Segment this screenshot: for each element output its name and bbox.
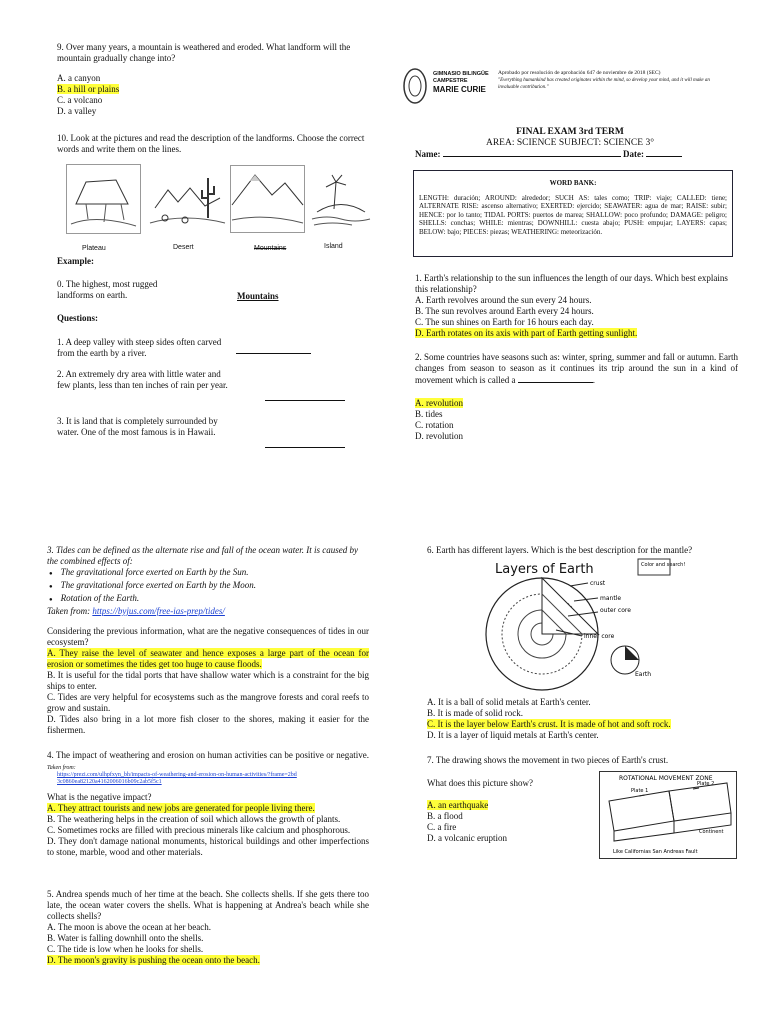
q7-option-b: B. a flood — [427, 811, 463, 821]
q4-source-label: Taken from: — [47, 765, 76, 771]
date-label: Date: — [623, 149, 644, 159]
question-4 — [47, 750, 369, 858]
q3-option-b: B. It is useful for the tidal ports that have shallow water which is a constraint for the big ships to enter. — [47, 670, 369, 691]
label-desert: Desert — [173, 244, 194, 251]
q5-option-b: B. Water is falling downhill onto the shells. — [47, 933, 204, 943]
q10-item-1: 1. A deep valley with steep sides often carved from the earth by a river. — [57, 337, 222, 358]
q2-option-d: D. revolution — [415, 431, 463, 441]
q3-bullet-1: ● The gravitational force exerted on Earth by the Sun. — [47, 567, 369, 580]
q4-option-c: C. Sometimes rocks are filled with precious minerals like calcium and phosphorous. — [47, 825, 351, 835]
q7-option-a: A. an earthquake — [427, 800, 489, 810]
q5-option-c: C. The tide is low when he looks for shells. — [47, 944, 204, 954]
earth-layers-title: Layers of Earth — [495, 562, 594, 577]
q10-text: 10. Look at the pictures and read the description of the landforms. Choose the correct words and write them on the lines. — [57, 133, 365, 154]
q4-option-b: B. The weathering helps in the creation of soil which allows the growth of plants. — [47, 814, 341, 824]
q7-option-c: C. a fire — [427, 822, 457, 832]
approval-note: Aprobado por resolución de aprobación 647 de noviembre de 2018 (SEC) — [498, 70, 661, 76]
continent-label: Continent — [699, 829, 724, 835]
q5-text: 5. Andrea spends much of her time at the beach. She collects shells. If she gets there too late, the ocean water covers the shells. What is happening at Andrea's beach while she collects shells? — [47, 889, 369, 921]
q2-option-b: B. tides — [415, 409, 443, 419]
q3-question: Considering the previous information, what are the negative consequences of tides in our ecosystem? — [47, 626, 369, 647]
layer-label-outer-core: outer core — [600, 607, 631, 614]
q6-options — [427, 697, 737, 741]
q10-item-2: 2. An extremely dry area with little water and few plants, less than ten inches of rain per year. — [57, 369, 228, 390]
color-note: Color and search! — [641, 562, 686, 568]
school-quote: "Everything humankind has created originates within the mind, so develop your mind, and it will make an invaluable contribution." — [498, 78, 710, 90]
fault-diagram — [599, 771, 737, 859]
school-name-line3: MARIE CURIE — [433, 85, 486, 94]
q4-text: 4. The impact of weathering and erosion on human activities can be positive or negative. — [47, 750, 369, 760]
q2-options — [415, 398, 463, 442]
question-5 — [47, 889, 369, 966]
layer-label-inner-core: inner core — [584, 633, 615, 640]
q7-option-d: D. a volcanic eruption — [427, 833, 507, 843]
area-line: AREA: SCIENCE SUBJECT: SCIENCE 3° — [485, 138, 654, 148]
question-9 — [57, 42, 377, 117]
exam-title: FINAL EXAM 3rd TERM — [516, 127, 624, 137]
answer-line-3[interactable] — [265, 439, 345, 448]
question-3 — [47, 545, 369, 736]
desert-illustration — [150, 168, 225, 230]
q6-option-c: C. It is the layer below Earth's crust. It is made of hot and soft rock. — [427, 719, 671, 729]
label-plateau: Plateau — [82, 245, 106, 252]
name-field — [415, 148, 682, 160]
label-mountains: Mountains — [254, 245, 287, 252]
layer-label-mantle: mantle — [600, 595, 622, 602]
mountains-illustration — [230, 165, 305, 233]
layer-label-earth: Earth — [635, 671, 652, 678]
example-heading: Example: — [57, 256, 94, 266]
example-answer: Mountains — [237, 291, 279, 301]
q5-option-a: A. The moon is above the ocean at her beach. — [47, 922, 212, 932]
q1-text: 1. Earth's relationship to the sun influences the length of our days. Which best explains this relationship? — [415, 273, 728, 294]
answer-line-1[interactable] — [236, 345, 311, 354]
q2-text: 2. Some countries have seasons such as: winter, spring, summer and fall or autumn. Earth changes from season to season as it continues its trip around the sun in a kind of movement which is called a — [415, 352, 738, 385]
q3-option-d: D. Tides also bring in a lot more fish closer to the shores, making it easier for the fishermen. — [47, 714, 369, 735]
label-island: Island — [324, 243, 343, 250]
island-illustration — [312, 167, 370, 229]
q9-option-a: A. a canyon — [57, 73, 101, 83]
q3-option-c: C. Tides are very helpful for ecosystems such as the mangrove forests and coral reefs to grow and sustain. — [47, 692, 369, 713]
q3-option-a: A. They raise the level of seawater and hence exposes a large part of the ocean for erosion or sometimes the tides get too huge to cause floods. — [47, 648, 369, 669]
layer-label-crust: crust — [590, 580, 606, 587]
q6-option-b: B. It is made of solid rock. — [427, 708, 523, 718]
fault-diagram-title: ROTATIONAL MOVEMENT ZONE — [619, 775, 713, 782]
q1-option-b: B. The sun revolves around Earth every 24 hours. — [415, 306, 594, 316]
q5-option-d: D. The moon's gravity is pushing the ocean onto the beach. — [47, 955, 260, 965]
q3-bullet-3: ● Rotation of the Earth. — [47, 593, 369, 606]
q9-option-b: B. a hill or plains — [57, 84, 120, 94]
plate-1-label: Plate 1 — [631, 788, 649, 794]
questions-heading: Questions: — [57, 313, 99, 323]
date-input-line[interactable] — [646, 148, 682, 157]
q3-source-label: Taken from: — [47, 606, 91, 616]
q4-option-d: D. They don't damage national monuments, historical buildings and other imperfections to stone, marble, wood and other materials. — [47, 836, 369, 857]
q6-option-d: D. It is a layer of liquid metals at Earth's center. — [427, 730, 599, 740]
q2-option-a: A. revolution — [415, 398, 463, 408]
q9-option-c: C. a volcano — [57, 95, 103, 105]
q4-source-link[interactable]: https://prezi.com/ulhpfxyn_bh/impacts-of-weathering-and-erosion-on-human-activities/?frame=2bd3c0860ea82120a4162006016b09c2ab5f5c1 — [57, 772, 297, 785]
q3-text: 3. Tides can be defined as the alternate rise and fall of the ocean water. It is caused by the combined effects of: — [47, 545, 358, 566]
fault-caption: Like Californias San Andreas Fault — [613, 849, 698, 855]
name-input-line[interactable] — [443, 148, 621, 157]
name-label: Name: — [415, 149, 441, 159]
answer-line-2[interactable] — [265, 392, 345, 401]
word-bank-text: LENGTH: duración; AROUND: alrededor; SUCH AS: tales como; TRIP: viaje; CALLED: tiene; ALTERNATE RISE: ascenso alternativo; EXERTED: ejercido; SEAWATER: agua de mar; RAISE: subir; HENCE: por lo tanto; TIDAL PORTS: puertos de marea; SHALLOW: poco profundo; DAMAGE: peligro; SHELLS: conchas; WHILE: mientras; DOWNHILL: cuesta abajo; PUSH: empujar; LAYERS: capas; BELOW: bajo; PIECES: piezas; WEATHERING: meteorización. — [419, 193, 727, 236]
question-2: 2. Some countries have seasons such as: winter, spring, summer and fall or autumn. Earth changes from season to season as it continues its trip around the sun in a kind of movement which is called a . — [415, 352, 738, 385]
plateau-illustration — [66, 164, 141, 234]
plate-2-label: Plate 2 — [697, 781, 715, 787]
q1-option-c: C. The sun shines on Earth for 16 hours each day. — [415, 317, 594, 327]
q2-option-c: C. rotation — [415, 420, 454, 430]
q9-option-d: D. a valley — [57, 106, 97, 116]
school-name-line1: GIMNASIO BILINGÜE — [433, 71, 489, 77]
q7-options — [427, 800, 507, 844]
q1-option-a: A. Earth revolves around the sun every 24 hours. — [415, 295, 592, 305]
school-name-line2: CAMPESTRE — [433, 78, 468, 84]
question-1 — [415, 273, 738, 339]
q7-text: 7. The drawing shows the movement in two pieces of Earth's crust. — [427, 755, 669, 765]
q6-text: 6. Earth has different layers. Which is the best description for the mantle? — [427, 545, 693, 555]
q9-text: 9. Over many years, a mountain is weathered and eroded. What landform will the mountain gradually change into? — [57, 42, 351, 63]
word-bank — [413, 170, 733, 257]
school-name — [433, 71, 489, 95]
q10-item-3: 3. It is land that is completely surrounded by water. One of the most famous is in Hawaii. — [57, 416, 218, 437]
example-text: 0. The highest, most rugged landforms on earth. — [57, 279, 158, 300]
q3-source-link[interactable]: https://byjus.com/free-ias-prep/tides/ — [92, 606, 225, 616]
q1-option-d: D. Earth rotates on its axis with part of Earth getting sunlight. — [415, 328, 638, 338]
school-logo — [403, 67, 427, 105]
q7-question: What does this picture show? — [427, 778, 533, 788]
q4-option-a: A. They attract tourists and new jobs are generated for people living there. — [47, 803, 315, 813]
q6-option-a: A. It is a ball of solid metals at Earth's center. — [427, 697, 591, 707]
q2-answer-line[interactable] — [518, 374, 593, 383]
word-bank-heading: WORD BANK: — [549, 179, 597, 187]
q3-bullet-2: ● The gravitational force exerted on Earth by the Moon. — [47, 580, 369, 593]
q4-question: What is the negative impact? — [47, 792, 152, 802]
earth-layers-diagram — [470, 556, 686, 696]
